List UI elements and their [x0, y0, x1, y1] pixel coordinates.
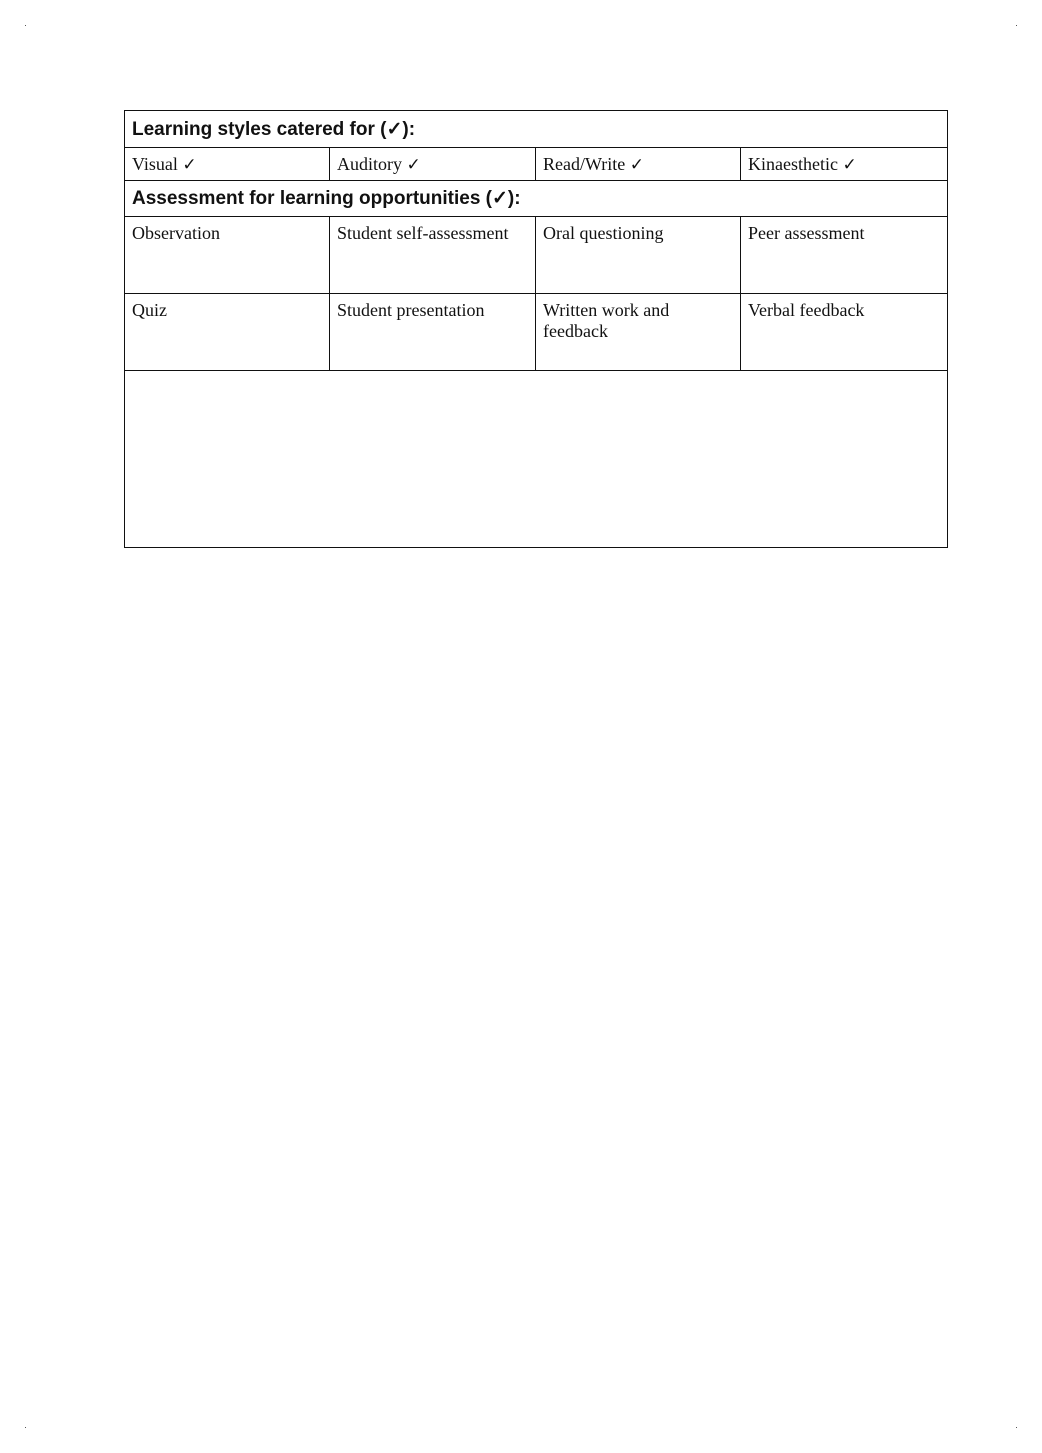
learning-style-label: Kinaesthetic	[748, 153, 838, 174]
learning-style-label: Read/Write	[543, 153, 626, 174]
learning-styles-row	[125, 148, 948, 181]
assessment-header-row	[125, 181, 948, 217]
learning-style-read-write	[536, 148, 741, 181]
learning-style-label: Auditory	[337, 153, 402, 174]
check-icon: ✓	[842, 154, 857, 175]
check-icon: ✓	[629, 154, 644, 175]
assessment-oral-questioning: Oral questioning	[536, 217, 741, 294]
crop-mark-top-right	[1016, 25, 1017, 26]
crop-mark-top-left	[25, 25, 26, 26]
assessment-student-presentation: Student presentation	[330, 294, 536, 371]
notes-area	[125, 371, 948, 548]
assessment-quiz: Quiz	[125, 294, 330, 371]
assessment-student-self-assessment: Student self-assessment	[330, 217, 536, 294]
crop-mark-bottom-left	[25, 1427, 26, 1428]
learning-style-label: Visual	[132, 153, 178, 174]
assessment-written-work-and-feedback: Written work and feedback	[536, 294, 741, 371]
assessment-row	[125, 217, 948, 294]
lesson-plan-table	[124, 110, 948, 548]
notes-row	[125, 371, 948, 548]
learning-style-kinaesthetic	[741, 148, 948, 181]
assessment-verbal-feedback: Verbal feedback	[741, 294, 948, 371]
learning-styles-heading: Learning styles catered for (✓):	[125, 111, 948, 148]
learning-style-auditory	[330, 148, 536, 181]
assessment-heading: Assessment for learning opportunities (✓):	[125, 181, 948, 217]
assessment-row	[125, 294, 948, 371]
check-icon: ✓	[406, 154, 421, 175]
assessment-observation: Observation	[125, 217, 330, 294]
learning-styles-header-row	[125, 111, 948, 148]
crop-mark-bottom-right	[1016, 1427, 1017, 1428]
assessment-peer-assessment: Peer assessment	[741, 217, 948, 294]
learning-style-visual	[125, 148, 330, 181]
check-icon: ✓	[182, 154, 197, 175]
